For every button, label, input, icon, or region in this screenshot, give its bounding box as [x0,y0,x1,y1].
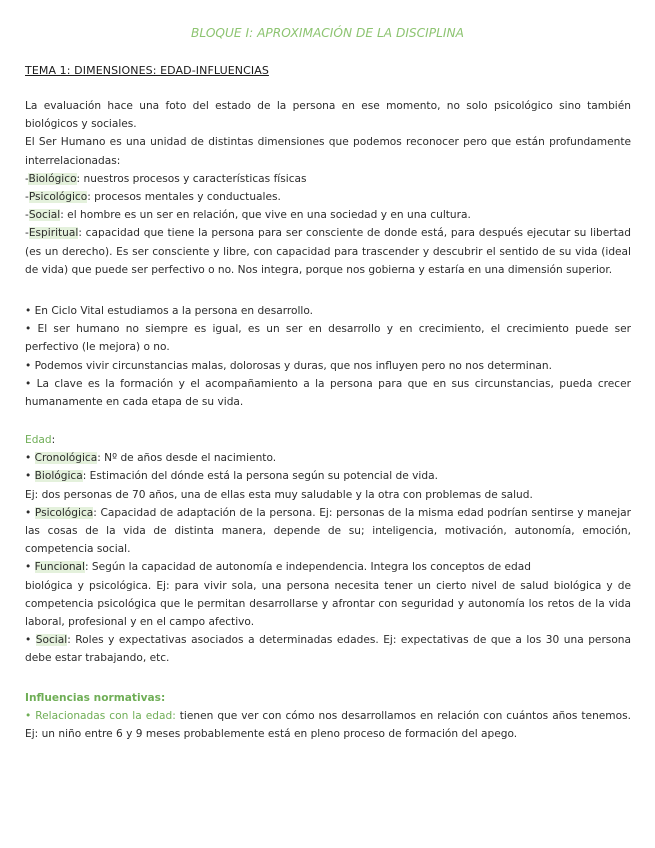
ciclo-bullet-3: • Podemos vivir circunstancias malas, dolorosas y duras, que nos influyen pero no nos determinan. [25,359,552,372]
edad-heading: Edad: [25,434,56,446]
edad-cronologica: • Cronológica: Nº de años desde el nacimiento. [25,452,277,465]
term-social-edad: Social [35,634,68,647]
term-cronologica: Cronológica [34,452,98,465]
section-title: TEMA 1: DIMENSIONES: EDAD-INFLUENCIAS [25,64,269,77]
term-social: Social [28,209,61,222]
ciclo-bullet-2: • El ser humano no siempre es igual, es un ser en desarrollo y en crecimiento, el crecimiento puede ser perfectivo (le mejora) o no. [25,323,631,354]
intro-paragraph-2: El Ser Humano es una unidad de distintas dimensiones que podemos reconocer pero que están profundamente interrelacionadas: [25,136,631,167]
dimension-espiritual: -Espiritual: capacidad que tiene la persona para ser consciente de donde está, para después ejecutar su libertad (es un derecho). Es ser consciente y libre, con capacidad para trascender y descubrir el sentido de su vida (ideal de vida) que puede ser perfectivo o no. Nos integra, porque nos gobierna y estaría en una dimensión superior. [25,227,631,276]
edad-funcional-cont: biológica y psicológica. Ej: para vivir sola, una persona necesita tener un cierto nivel de salud biológica y de competencia psicológica que le permitan desarrollarse y afrontar con seguridad y autonomía los retos de la vida laboral, profesional y en el campo afectivo. [25,579,631,629]
edad-section [25,431,631,668]
edad-psicologica: • Psicológica: Capacidad de adaptación de la persona. Ej: personas de la misma edad podrían sentirse y manejar las cosas de la vida de distinta manera, depende de su; inteligencia, motivación, autonomía, emoción, competencia social. [25,506,631,556]
edad-social: • Social: Roles y expectativas asociados a determinadas edades. Ej: expectativas de que a los 30 una persona debe estar trabajando, etc. [25,634,632,665]
term-funcional: Funcional [34,561,85,574]
edad-ejemplo: Ej: dos personas de 70 años, una de ellas esta muy saludable y la otra con problemas de salud. [25,488,533,501]
term-psicologica: Psicológica [34,506,94,519]
dimension-social: -Social: el hombre es un ser en relación, que vive en una sociedad y en una cultura. [25,209,471,222]
dimension-psicologico: -Psicológico: procesos mentales y conductuales. [25,191,281,204]
intro-paragraph-1: La evaluación hace una foto del estado de la persona en ese momento, no solo psicológico sino también biológicos y sociales. [25,100,631,131]
influencias-heading: Influencias normativas: [25,692,166,704]
term-biologica: Biológica [34,470,83,483]
intro-section [25,97,631,279]
ciclo-bullet-4: • La clave es la formación y el acompañamiento a la persona para que en sus circunstancias, pueda crecer humanamente en cada etapa de su vida. [25,377,631,409]
influencias-section [25,689,631,744]
term-relacionadas-edad: • Relacionadas con la edad: [25,710,176,723]
term-biologico: Biológico [28,172,77,185]
ciclo-vital-section [25,302,631,411]
term-psicologico: Psicológico [28,191,88,204]
influencias-item: • Relacionadas con la edad: tienen que ver con cómo nos desarrollamos en relación con cuántos años tenemos. Ej: un niño entre 6 y 9 meses probablemente está en pleno proceso de formación del apego. [25,710,631,741]
dimension-biologico: -Biológico: nuestros procesos y características físicas [25,172,307,185]
edad-funcional: • Funcional: Según la capacidad de autonomía e independencia. Integra los conceptos de edad [25,561,531,574]
edad-biologica: • Biológica: Estimación del dónde está la persona según su potencial de vida. [25,470,438,483]
block-title: BLOQUE I: APROXIMACIÓN DE LA DISCIPLINA [191,26,464,40]
ciclo-bullet-1: • En Ciclo Vital estudiamos a la persona en desarrollo. [25,305,314,317]
term-espiritual: Espiritual [28,227,79,240]
